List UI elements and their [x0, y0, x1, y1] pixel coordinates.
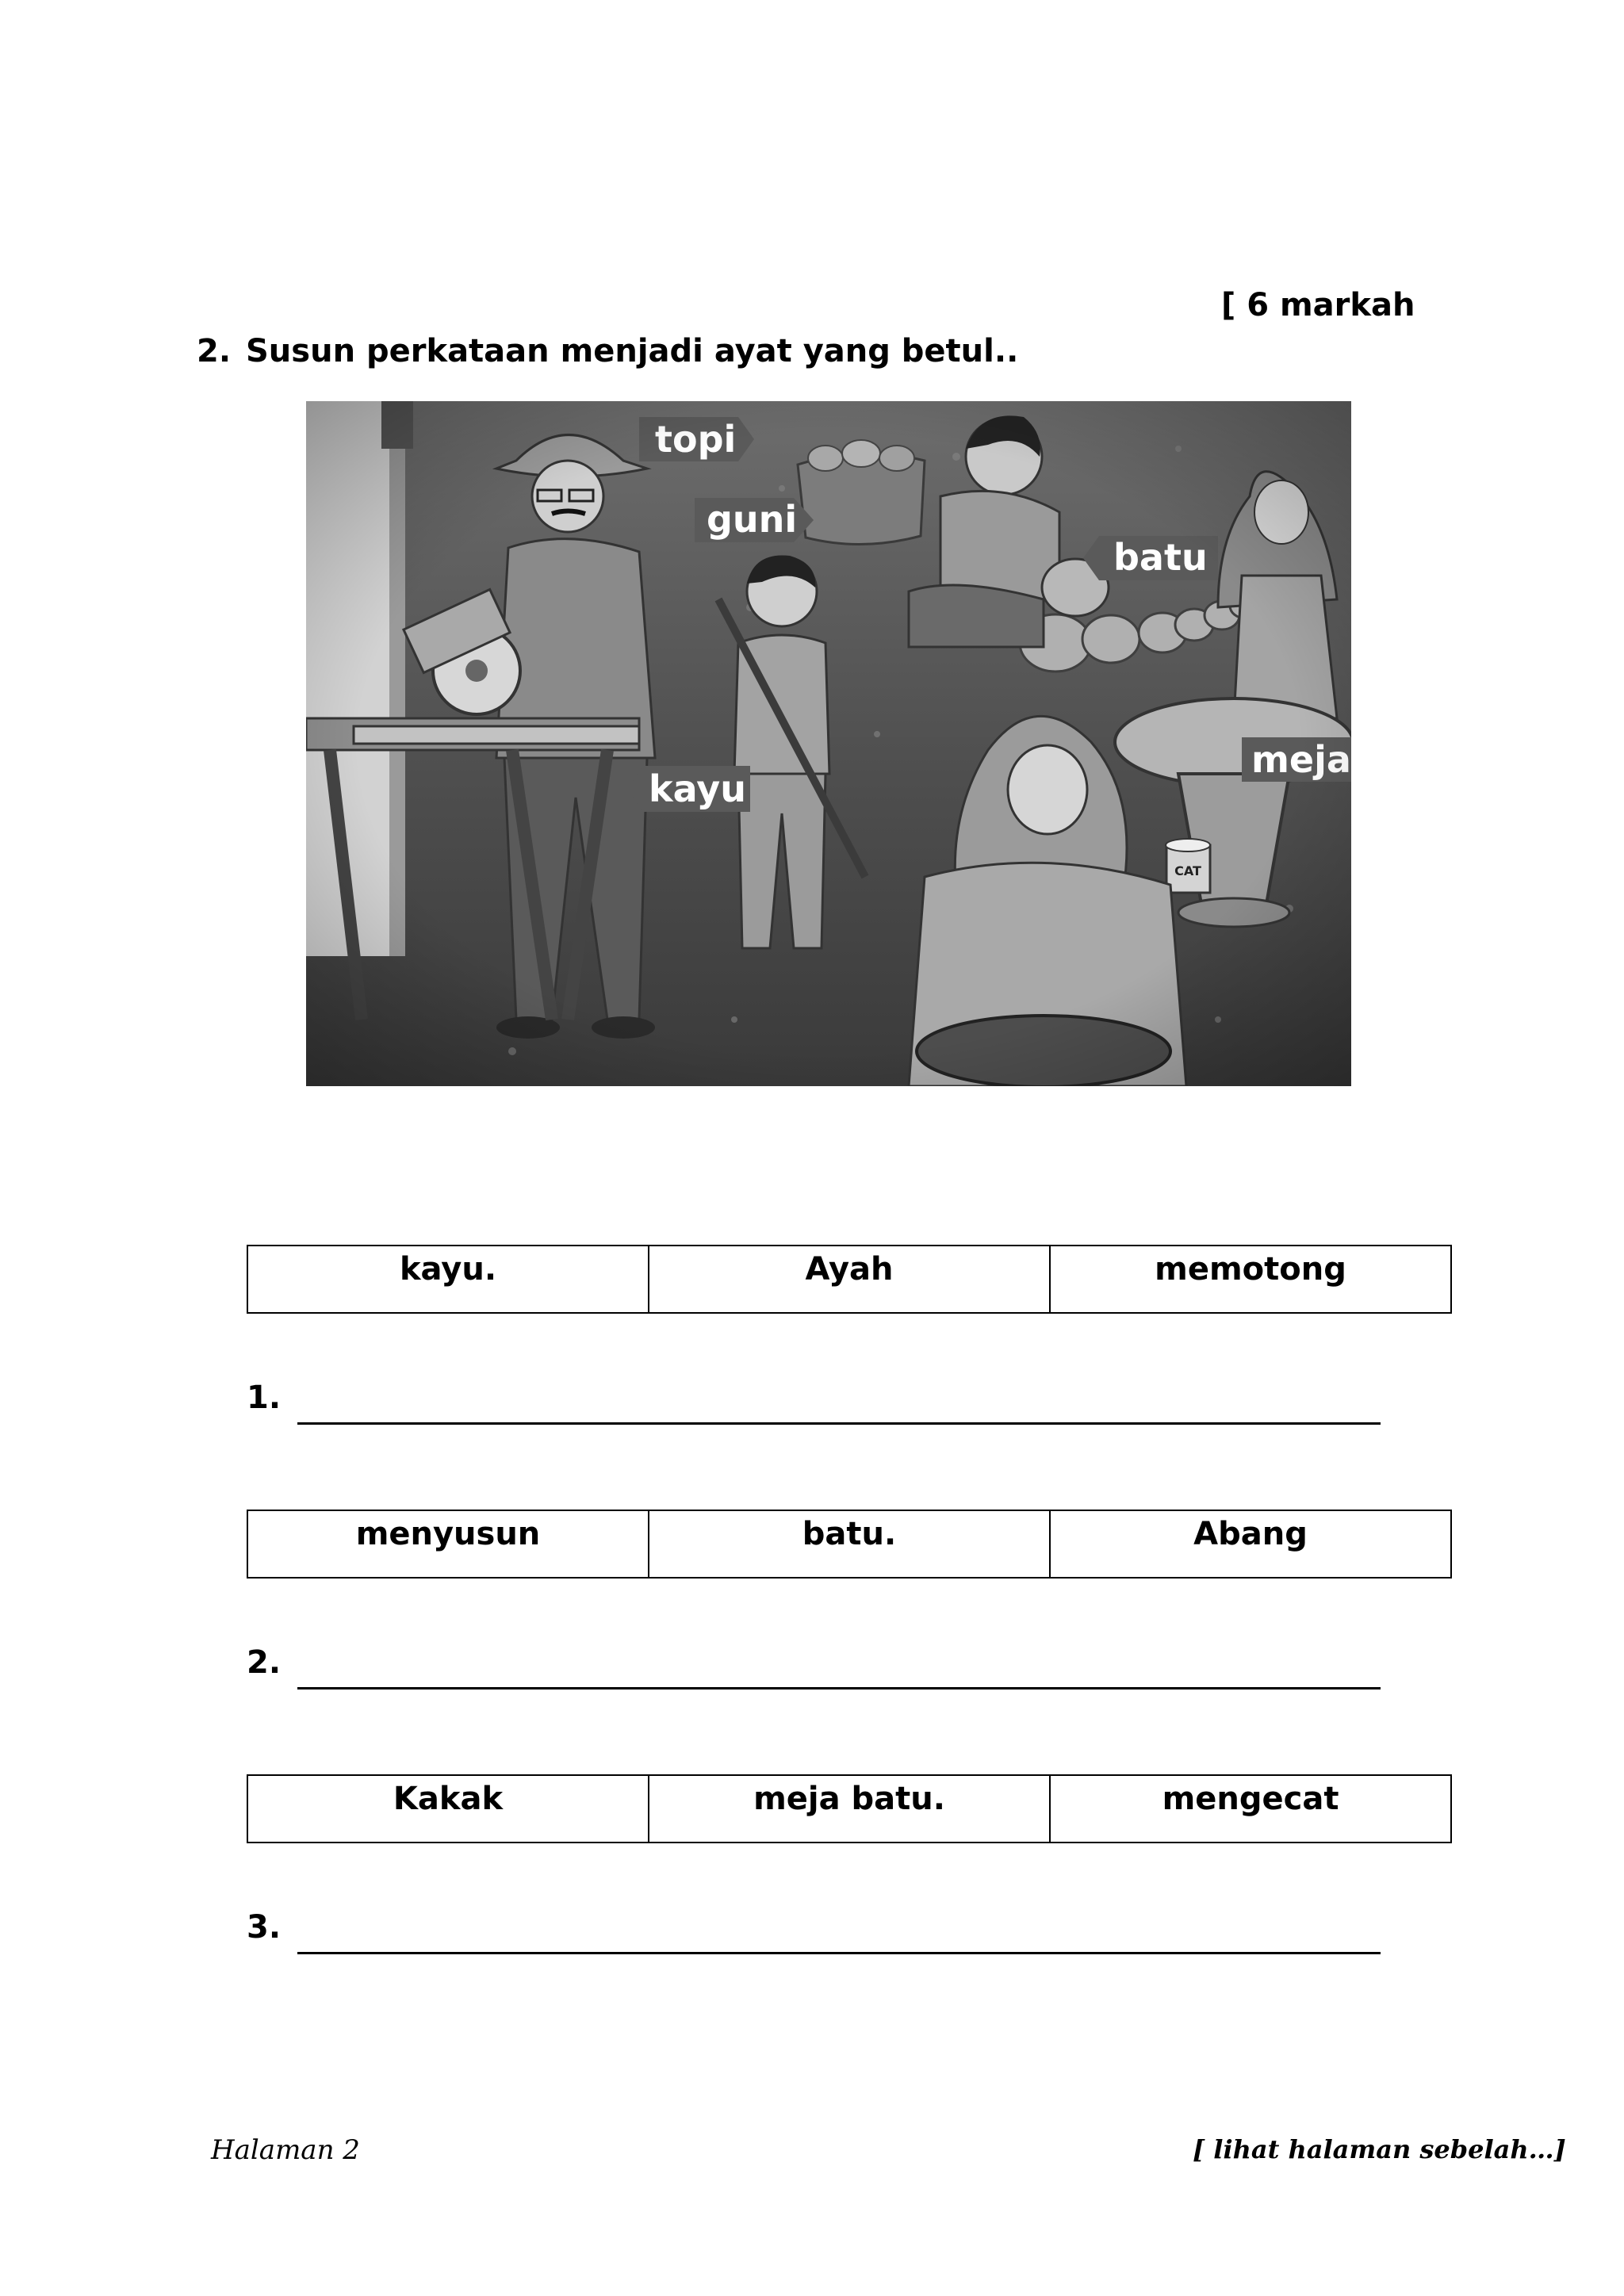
answer-line-1[interactable]	[247, 1380, 1381, 1427]
word-cell: Abang	[1050, 1510, 1451, 1578]
question-number: 2.	[197, 333, 232, 369]
answer-underline	[297, 1687, 1381, 1689]
answer-number: 1.	[247, 1380, 282, 1416]
page-number: Halaman 2	[211, 2134, 360, 2166]
answer-line-3[interactable]	[247, 1909, 1381, 1957]
answer-number: 2.	[247, 1644, 282, 1681]
word-cell: Kakak	[247, 1775, 649, 1843]
question-instruction	[197, 333, 1018, 369]
word-cell: Ayah	[649, 1246, 1050, 1313]
word-cell: mengecat	[1050, 1775, 1451, 1843]
next-page-note: [ lihat halaman sebelah…]	[1193, 2134, 1566, 2164]
word-cell: memotong	[1050, 1246, 1451, 1313]
word-cell: kayu.	[247, 1246, 649, 1313]
scene-svg	[306, 401, 1351, 1086]
scene-illustration	[306, 401, 1351, 1086]
word-table-1	[247, 1245, 1452, 1314]
answer-line-2[interactable]	[247, 1644, 1381, 1692]
answer-underline	[297, 1422, 1381, 1425]
word-cell: menyusun	[247, 1510, 649, 1578]
word-cell: batu.	[649, 1510, 1050, 1578]
vignette	[306, 401, 1351, 1086]
word-table-2	[247, 1510, 1452, 1578]
marks-label: [ 6 markah	[1221, 287, 1415, 323]
word-table-3	[247, 1774, 1452, 1843]
question-text: Susun perkataan menjadi ayat yang betul..	[246, 333, 1019, 369]
word-cell: meja batu.	[649, 1775, 1050, 1843]
answer-number: 3.	[247, 1909, 282, 1946]
answer-underline	[297, 1952, 1381, 1954]
